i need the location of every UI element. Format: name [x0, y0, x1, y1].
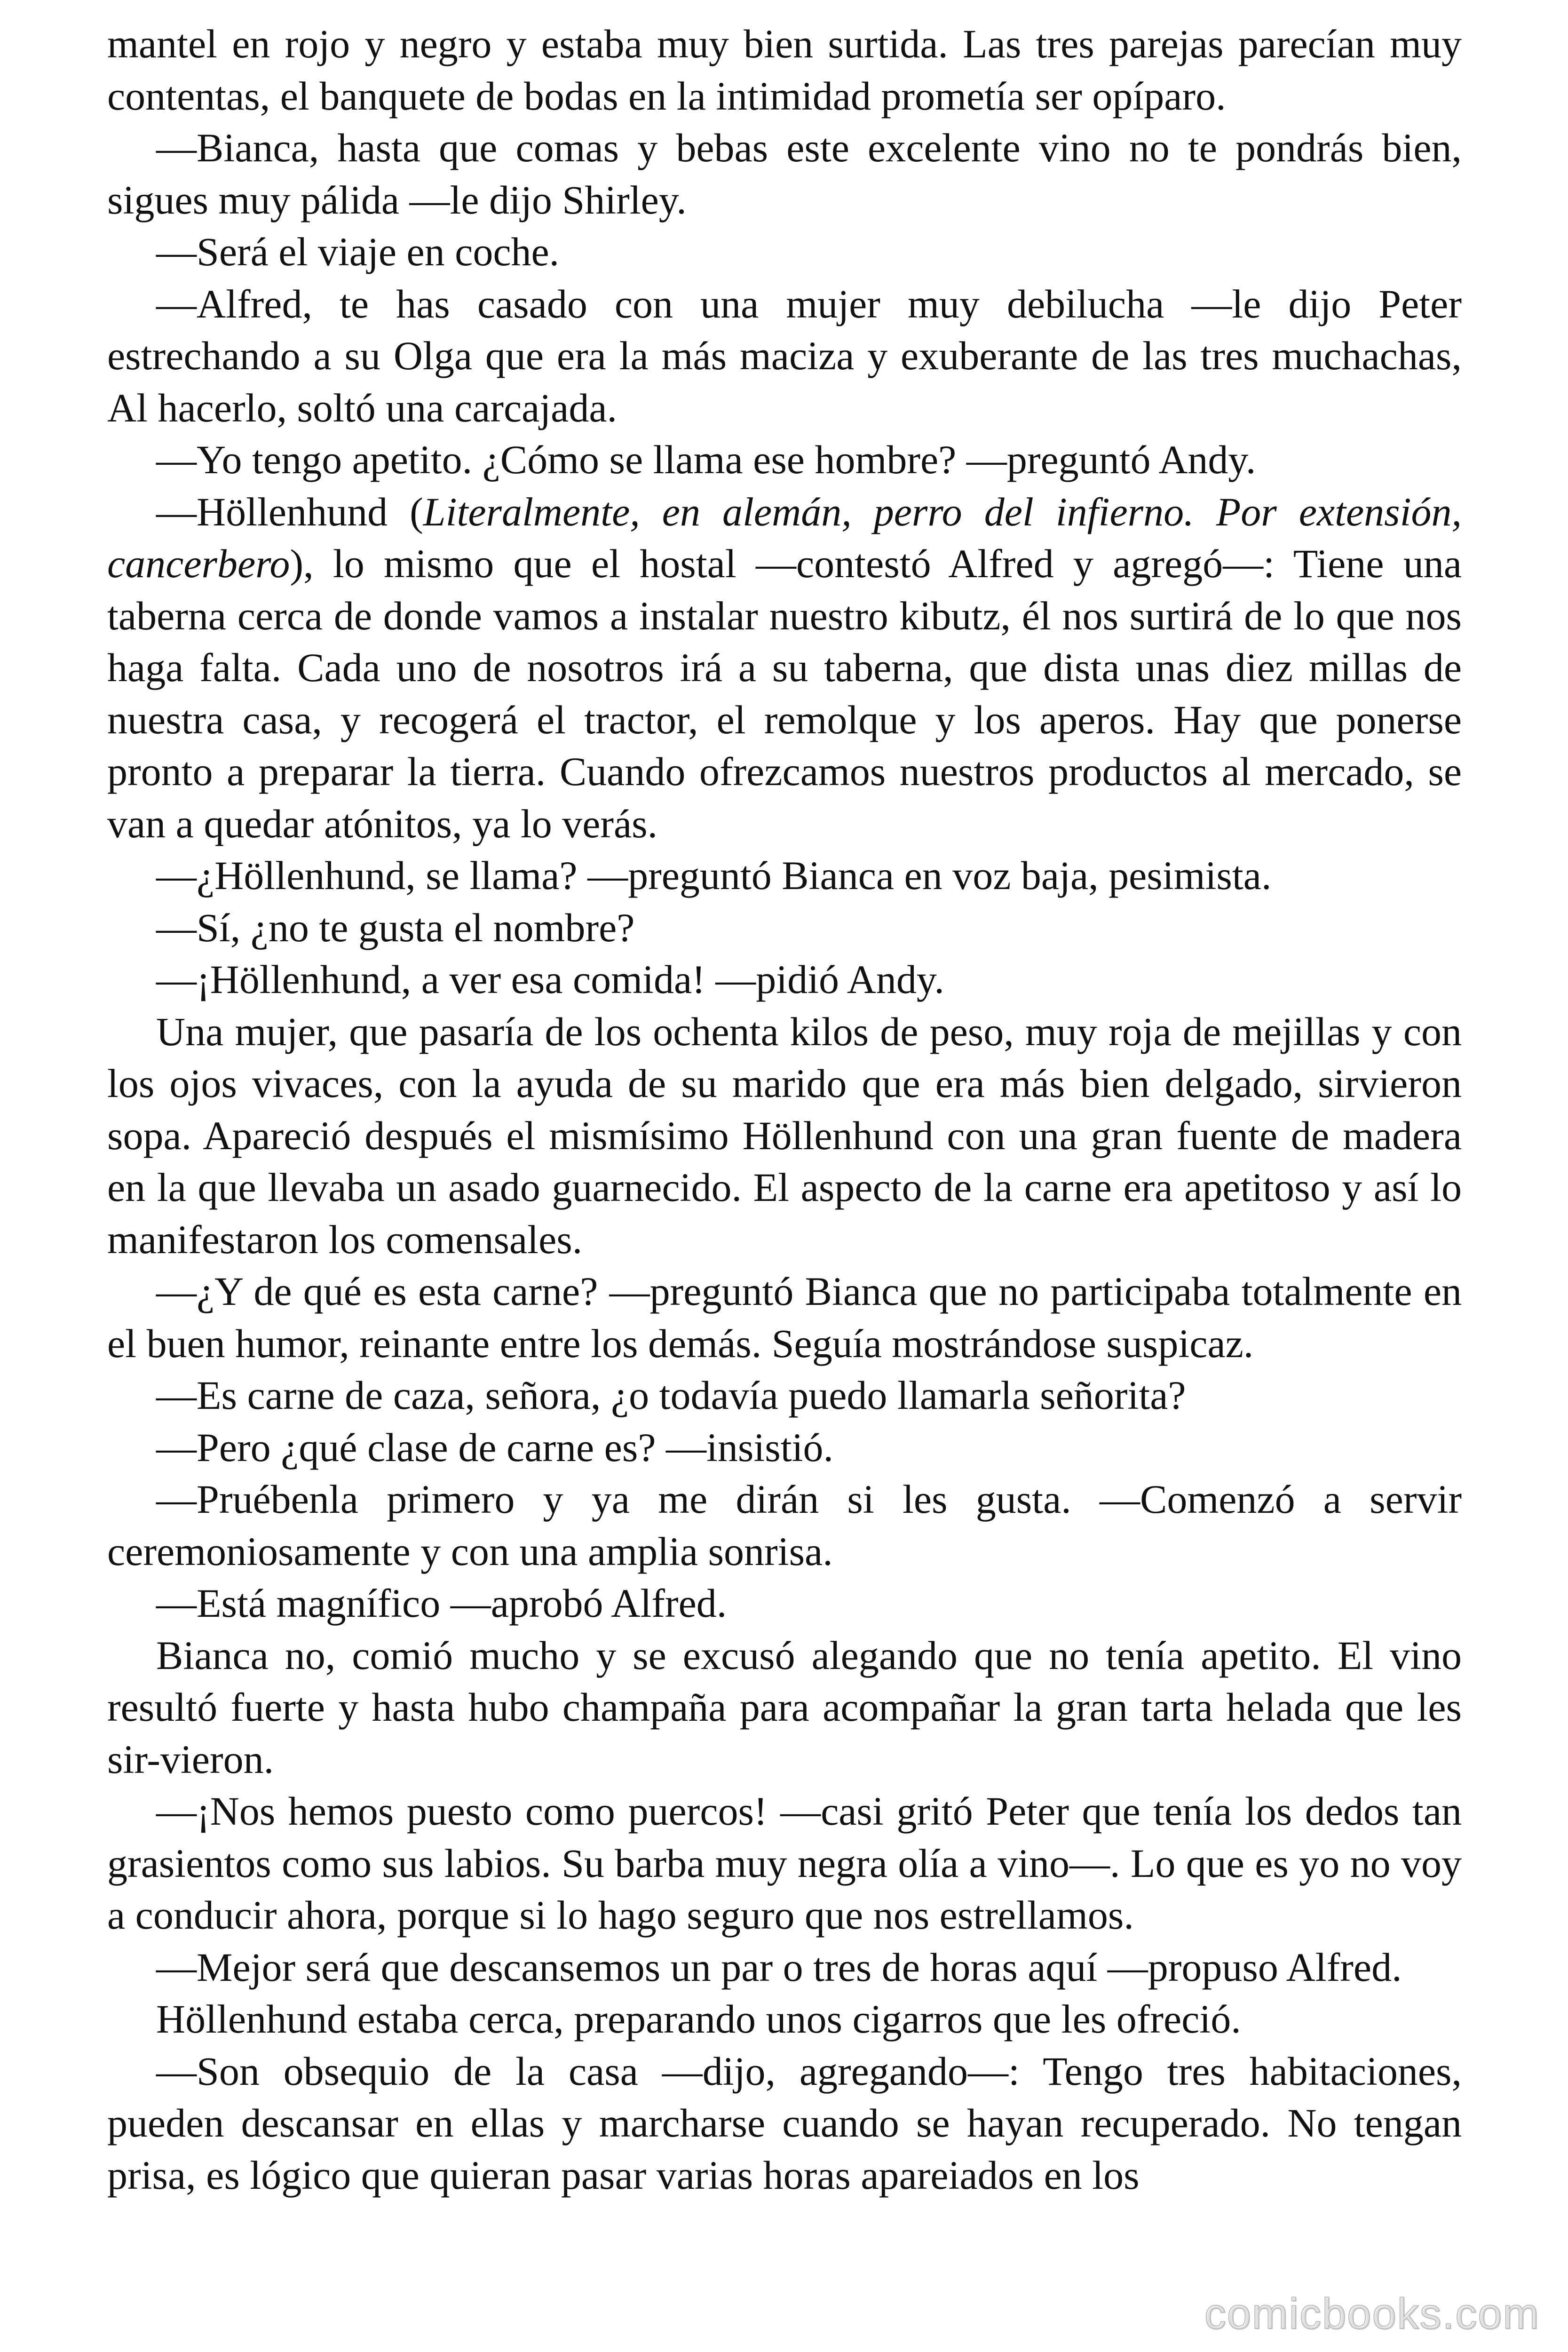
- paragraph: Bianca no, comió mucho y se excusó alegando que no tenía apetito. El vino resultó fuerte y hasta hubo champaña para acompañar la gran tarta helada que les sir-vieron.: [107, 1632, 1462, 1782]
- paragraph: —Es carne de caza, señora, ¿o todavía puedo llamarla señorita?: [156, 1373, 1186, 1418]
- paragraph: mantel en rojo y negro y estaba muy bien surtida. Las tres parejas parecían muy contentas, el banquete de bodas en la intimidad prometía ser opíparo.: [107, 21, 1462, 119]
- paragraph: —¡Höllenhund, a ver esa comida! —pidió Andy.: [156, 957, 944, 1002]
- paragraph: —Bianca, hasta que comas y bebas este excelente vino no te pondrás bien, sigues muy pálida —le dijo Shirley.: [107, 125, 1462, 222]
- paragraph: —Son obsequio de la casa —dijo, agregando—: Tengo tres habitaciones, pueden descansar en ellas y marcharse cuando se hayan recuperado. No tengan prisa, es lógico que quieran pasar varias horas apareiados en los: [107, 2048, 1462, 2198]
- paragraph: —Pero ¿qué clase de carne es? —insistió.: [156, 1424, 833, 1470]
- paragraph: —Pruébenla primero y ya me dirán si les gusta. —Comenzó a servir ceremoniosamente y con una amplia sonrisa.: [107, 1477, 1462, 1574]
- paragraph: —Será el viaje en coche.: [156, 229, 560, 274]
- watermark: comicbooks.com: [1204, 2290, 1540, 2338]
- paragraph: —¡Nos hemos puesto como puercos! —casi gritó Peter que tenía los dedos tan grasientos como sus labios. Su barba muy negra olía a vino—. Lo que es yo no voy a conducir ahora, porque si lo hago seguro que nos estrellamos.: [107, 1788, 1462, 1938]
- paragraph: [107, 486, 1462, 850]
- paragraph: —¿Höllenhund, se llama? —preguntó Bianca en voz baja, pesimista.: [156, 853, 1272, 898]
- body-text: [107, 18, 1462, 2201]
- translator-note: Literalmente, en alemán, perro del infierno. Por extensión, cancerbero: [107, 489, 1462, 586]
- paragraph: —¿Y de qué es esta carne? —preguntó Bianca que no participaba totalmente en el buen humor, reinante entre los demás. Seguía mostrándose suspicaz.: [107, 1269, 1462, 1366]
- paragraph: —Mejor será que descansemos un par o tres de horas aquí —propuso Alfred.: [156, 1944, 1402, 1990]
- paragraph: —Alfred, te has casado con una mujer muy debilucha —le dijo Peter estrechando a su Olga que era la más maciza y exuberante de las tres muchachas, Al hacerlo, soltó una carcajada.: [107, 281, 1462, 430]
- paragraph: Höllenhund estaba cerca, preparando unos cigarros que les ofreció.: [156, 1996, 1241, 2042]
- paragraph: —Está magnífico —aprobó Alfred.: [156, 1581, 727, 1626]
- paragraph: —Yo tengo apetito. ¿Cómo se llama ese hombre? —preguntó Andy.: [156, 437, 1256, 482]
- paragraph-text: —Höllenhund (: [156, 489, 423, 534]
- paragraph: Una mujer, que pasaría de los ochenta kilos de peso, muy roja de mejillas y con los ojos vivaces, con la ayuda de su marido que era más bien delgado, sirvieron sopa. Apareció después el mismísimo Höllenhund con una gran fuente de madera en la que llevaba un asado guarnecido. El aspecto de la carne era apetitoso y así lo manifestaron los comensales.: [107, 1009, 1462, 1262]
- paragraph: —Sí, ¿no te gusta el nombre?: [156, 905, 635, 950]
- paragraph-text: ), lo mismo que el hostal —contestó Alfred y agregó—: Tiene una taberna cerca de donde vamos a instalar nuestro kibutz, él nos surtirá de lo que nos haga falta. Cada uno de nosotros irá a su taberna, que dista unas diez millas de nuestra casa, y recogerá el tractor, el remolque y los aperos. Hay que ponerse pronto a preparar la tierra. Cuando ofrezcamos nuestros productos al mercado, se van a quedar atónitos, ya lo verás.: [107, 541, 1462, 846]
